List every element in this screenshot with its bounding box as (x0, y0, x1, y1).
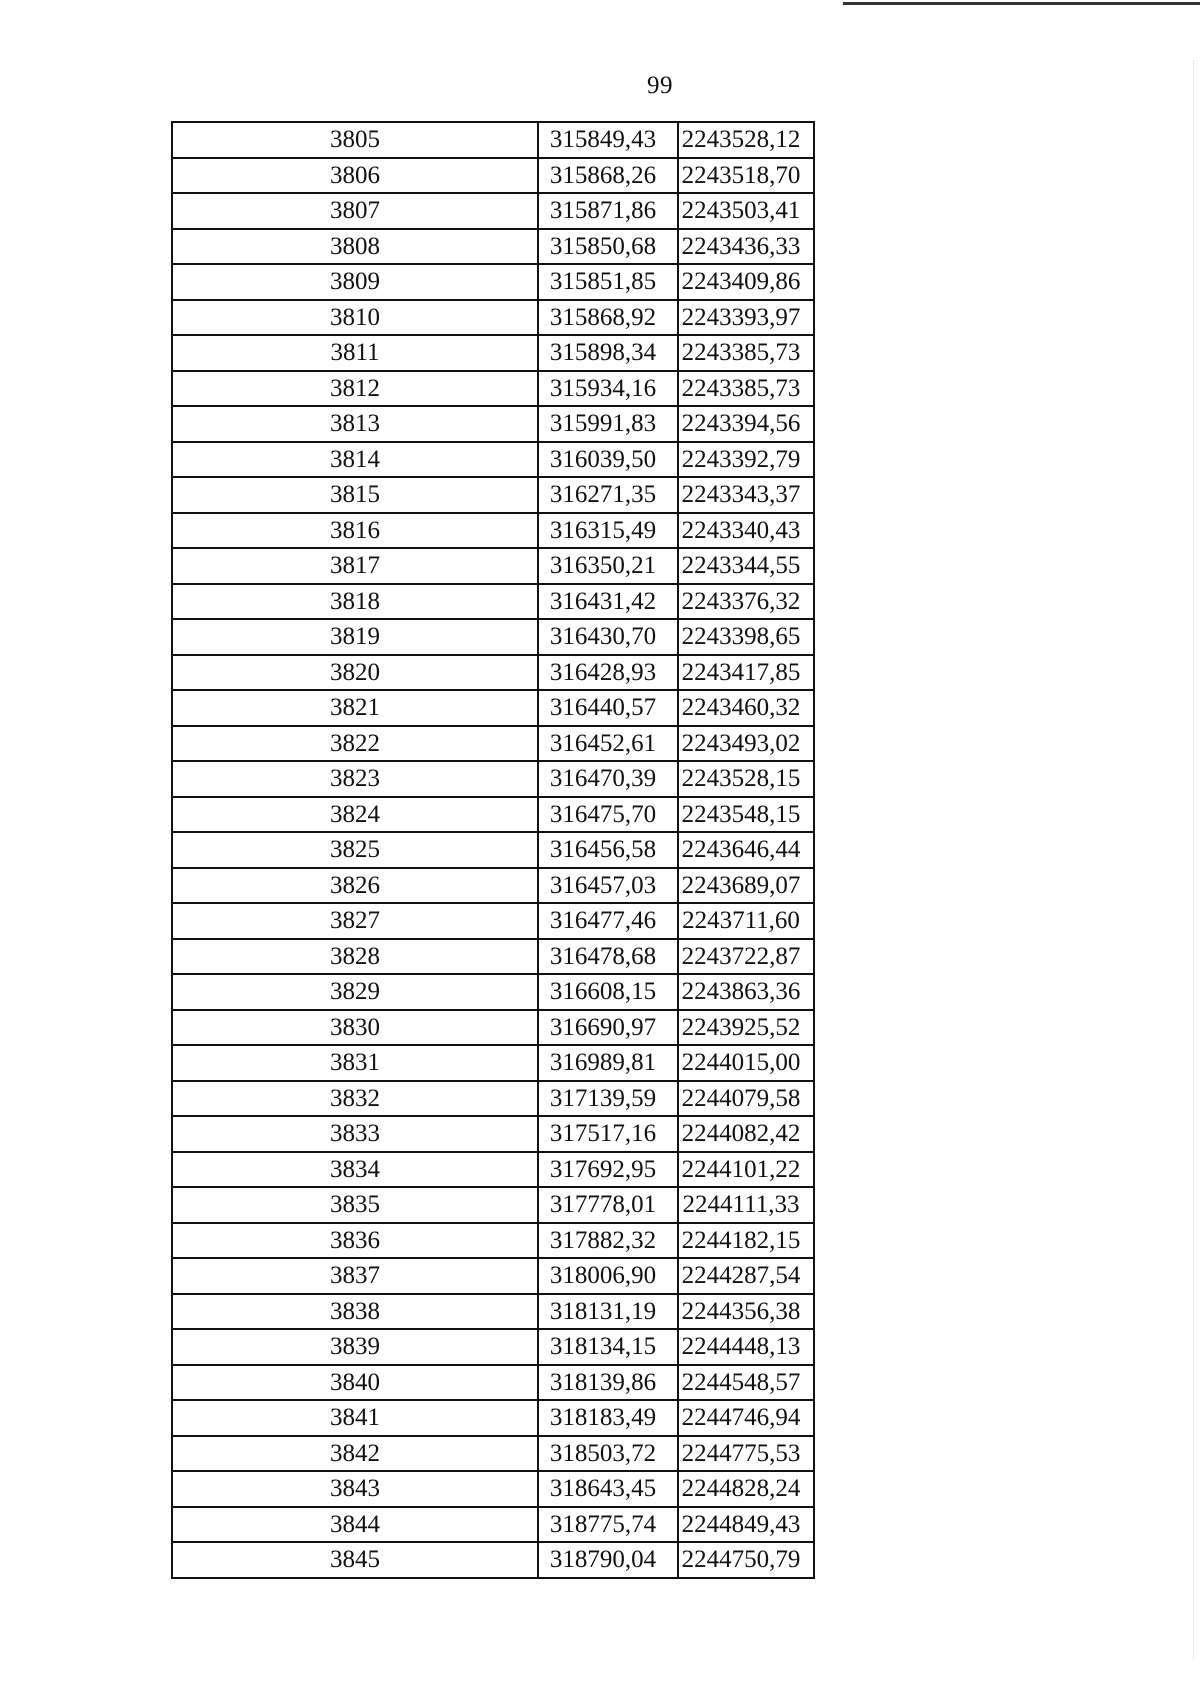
x-coordinate-cell: 316315,49 (538, 513, 678, 549)
y-coordinate-cell: 2244548,57 (678, 1365, 814, 1401)
table-row (172, 229, 814, 265)
point-number-cell: 3828 (172, 939, 538, 975)
y-coordinate-cell: 2243711,60 (678, 903, 814, 939)
point-number-cell: 3819 (172, 619, 538, 655)
point-number-cell: 3839 (172, 1329, 538, 1365)
point-number-cell: 3817 (172, 548, 538, 584)
x-coordinate-cell: 316690,97 (538, 1010, 678, 1046)
table-row (172, 690, 814, 726)
y-coordinate-cell: 2243503,41 (678, 193, 814, 229)
point-number-cell: 3838 (172, 1294, 538, 1330)
table-row (172, 1471, 814, 1507)
y-coordinate-cell: 2244182,15 (678, 1223, 814, 1259)
y-coordinate-cell: 2243393,97 (678, 300, 814, 336)
table-row (172, 158, 814, 194)
point-number-cell: 3821 (172, 690, 538, 726)
table-row (172, 1436, 814, 1472)
y-coordinate-cell: 2244775,53 (678, 1436, 814, 1472)
point-number-cell: 3816 (172, 513, 538, 549)
table-row (172, 761, 814, 797)
point-number-cell: 3825 (172, 832, 538, 868)
x-coordinate-cell: 315868,92 (538, 300, 678, 336)
point-number-cell: 3844 (172, 1507, 538, 1543)
point-number-cell: 3822 (172, 726, 538, 762)
point-number-cell: 3808 (172, 229, 538, 265)
point-number-cell: 3845 (172, 1542, 538, 1578)
table-row (172, 1507, 814, 1543)
y-coordinate-cell: 2244448,13 (678, 1329, 814, 1365)
y-coordinate-cell: 2243385,73 (678, 335, 814, 371)
x-coordinate-cell: 315871,86 (538, 193, 678, 229)
top-edge-rule (843, 2, 1200, 5)
table-row (172, 619, 814, 655)
table-row (172, 1081, 814, 1117)
table-row (172, 797, 814, 833)
x-coordinate-cell: 317692,95 (538, 1152, 678, 1188)
table-row (172, 1400, 814, 1436)
y-coordinate-cell: 2243385,73 (678, 371, 814, 407)
scan-edge-shadow (1193, 60, 1196, 1660)
point-number-cell: 3834 (172, 1152, 538, 1188)
table-row (172, 406, 814, 442)
x-coordinate-cell: 315868,26 (538, 158, 678, 194)
x-coordinate-cell: 316475,70 (538, 797, 678, 833)
y-coordinate-cell: 2243340,43 (678, 513, 814, 549)
x-coordinate-cell: 317139,59 (538, 1081, 678, 1117)
y-coordinate-cell: 2243398,65 (678, 619, 814, 655)
table-row (172, 868, 814, 904)
y-coordinate-cell: 2244101,22 (678, 1152, 814, 1188)
x-coordinate-cell: 316608,15 (538, 974, 678, 1010)
point-number-cell: 3811 (172, 335, 538, 371)
y-coordinate-cell: 2244849,43 (678, 1507, 814, 1543)
table-row (172, 1187, 814, 1223)
point-number-cell: 3842 (172, 1436, 538, 1472)
y-coordinate-cell: 2244750,79 (678, 1542, 814, 1578)
table-row (172, 939, 814, 975)
x-coordinate-cell: 316428,93 (538, 655, 678, 691)
y-coordinate-cell: 2243392,79 (678, 442, 814, 478)
y-coordinate-cell: 2244356,38 (678, 1294, 814, 1330)
x-coordinate-cell: 315934,16 (538, 371, 678, 407)
x-coordinate-cell: 316430,70 (538, 619, 678, 655)
table-row (172, 1223, 814, 1259)
point-number-cell: 3830 (172, 1010, 538, 1046)
table-row (172, 1365, 814, 1401)
x-coordinate-cell: 318139,86 (538, 1365, 678, 1401)
table-row (172, 584, 814, 620)
y-coordinate-cell: 2243722,87 (678, 939, 814, 975)
x-coordinate-cell: 316470,39 (538, 761, 678, 797)
table-row (172, 548, 814, 584)
x-coordinate-cell: 315991,83 (538, 406, 678, 442)
y-coordinate-cell: 2243528,15 (678, 761, 814, 797)
y-coordinate-cell: 2243376,32 (678, 584, 814, 620)
point-number-cell: 3831 (172, 1045, 538, 1081)
x-coordinate-cell: 317778,01 (538, 1187, 678, 1223)
table-row (172, 335, 814, 371)
point-number-cell: 3820 (172, 655, 538, 691)
table-row (172, 1329, 814, 1365)
y-coordinate-cell: 2244015,00 (678, 1045, 814, 1081)
table-row (172, 655, 814, 691)
point-number-cell: 3824 (172, 797, 538, 833)
point-number-cell: 3843 (172, 1471, 538, 1507)
x-coordinate-cell: 316478,68 (538, 939, 678, 975)
x-coordinate-cell: 316457,03 (538, 868, 678, 904)
point-number-cell: 3805 (172, 122, 538, 158)
y-coordinate-cell: 2243863,36 (678, 974, 814, 1010)
y-coordinate-cell: 2243518,70 (678, 158, 814, 194)
x-coordinate-cell: 316440,57 (538, 690, 678, 726)
y-coordinate-cell: 2244828,24 (678, 1471, 814, 1507)
point-number-cell: 3832 (172, 1081, 538, 1117)
page-number: 99 (647, 72, 673, 99)
table-row (172, 1294, 814, 1330)
point-number-cell: 3826 (172, 868, 538, 904)
x-coordinate-cell: 316271,35 (538, 477, 678, 513)
table-row (172, 1258, 814, 1294)
x-coordinate-cell: 316039,50 (538, 442, 678, 478)
x-coordinate-cell: 316431,42 (538, 584, 678, 620)
point-number-cell: 3840 (172, 1365, 538, 1401)
y-coordinate-cell: 2243925,52 (678, 1010, 814, 1046)
table-row (172, 300, 814, 336)
table-row (172, 122, 814, 158)
point-number-cell: 3807 (172, 193, 538, 229)
x-coordinate-cell: 318131,19 (538, 1294, 678, 1330)
point-number-cell: 3810 (172, 300, 538, 336)
point-number-cell: 3836 (172, 1223, 538, 1259)
point-number-cell: 3837 (172, 1258, 538, 1294)
table-row (172, 1542, 814, 1578)
y-coordinate-cell: 2243460,32 (678, 690, 814, 726)
point-number-cell: 3818 (172, 584, 538, 620)
x-coordinate-cell: 316350,21 (538, 548, 678, 584)
y-coordinate-cell: 2243548,15 (678, 797, 814, 833)
y-coordinate-cell: 2243417,85 (678, 655, 814, 691)
y-coordinate-cell: 2243394,56 (678, 406, 814, 442)
x-coordinate-cell: 317517,16 (538, 1116, 678, 1152)
table-row (172, 1010, 814, 1046)
table-row (172, 371, 814, 407)
x-coordinate-cell: 315849,43 (538, 122, 678, 158)
table-row (172, 1152, 814, 1188)
y-coordinate-cell: 2243344,55 (678, 548, 814, 584)
x-coordinate-cell: 318006,90 (538, 1258, 678, 1294)
x-coordinate-cell: 316456,58 (538, 832, 678, 868)
x-coordinate-cell: 318503,72 (538, 1436, 678, 1472)
table-row (172, 477, 814, 513)
y-coordinate-cell: 2243528,12 (678, 122, 814, 158)
point-number-cell: 3823 (172, 761, 538, 797)
y-coordinate-cell: 2244287,54 (678, 1258, 814, 1294)
point-number-cell: 3835 (172, 1187, 538, 1223)
coordinates-table (171, 121, 815, 1579)
y-coordinate-cell: 2244079,58 (678, 1081, 814, 1117)
x-coordinate-cell: 316477,46 (538, 903, 678, 939)
table-row (172, 726, 814, 762)
x-coordinate-cell: 316452,61 (538, 726, 678, 762)
x-coordinate-cell: 318134,15 (538, 1329, 678, 1365)
y-coordinate-cell: 2243343,37 (678, 477, 814, 513)
table-row (172, 832, 814, 868)
point-number-cell: 3814 (172, 442, 538, 478)
coordinates-table-body (172, 122, 814, 1578)
x-coordinate-cell: 318643,45 (538, 1471, 678, 1507)
x-coordinate-cell: 317882,32 (538, 1223, 678, 1259)
y-coordinate-cell: 2243436,33 (678, 229, 814, 265)
point-number-cell: 3806 (172, 158, 538, 194)
x-coordinate-cell: 315851,85 (538, 264, 678, 300)
table-row (172, 1045, 814, 1081)
table-row (172, 903, 814, 939)
point-number-cell: 3833 (172, 1116, 538, 1152)
x-coordinate-cell: 318183,49 (538, 1400, 678, 1436)
y-coordinate-cell: 2243493,02 (678, 726, 814, 762)
table-row (172, 513, 814, 549)
y-coordinate-cell: 2243689,07 (678, 868, 814, 904)
table-row (172, 442, 814, 478)
y-coordinate-cell: 2244082,42 (678, 1116, 814, 1152)
point-number-cell: 3809 (172, 264, 538, 300)
y-coordinate-cell: 2243646,44 (678, 832, 814, 868)
x-coordinate-cell: 315850,68 (538, 229, 678, 265)
point-number-cell: 3829 (172, 974, 538, 1010)
x-coordinate-cell: 318790,04 (538, 1542, 678, 1578)
x-coordinate-cell: 316989,81 (538, 1045, 678, 1081)
x-coordinate-cell: 318775,74 (538, 1507, 678, 1543)
point-number-cell: 3813 (172, 406, 538, 442)
table-row (172, 1116, 814, 1152)
table-row (172, 193, 814, 229)
table-row (172, 264, 814, 300)
point-number-cell: 3815 (172, 477, 538, 513)
point-number-cell: 3841 (172, 1400, 538, 1436)
y-coordinate-cell: 2244111,33 (678, 1187, 814, 1223)
table-row (172, 974, 814, 1010)
point-number-cell: 3827 (172, 903, 538, 939)
y-coordinate-cell: 2243409,86 (678, 264, 814, 300)
y-coordinate-cell: 2244746,94 (678, 1400, 814, 1436)
point-number-cell: 3812 (172, 371, 538, 407)
x-coordinate-cell: 315898,34 (538, 335, 678, 371)
